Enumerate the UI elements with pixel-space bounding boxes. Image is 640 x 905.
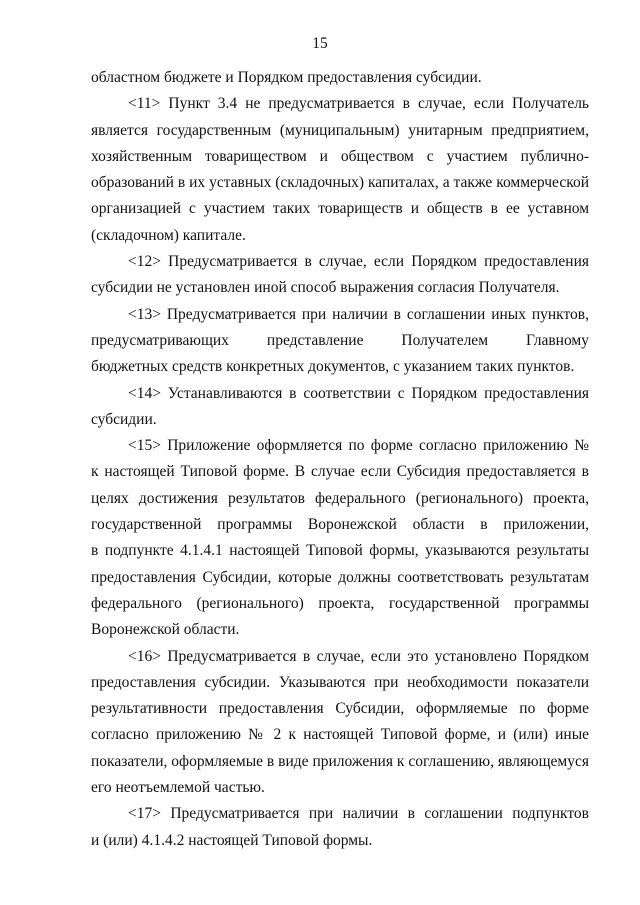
text-line: в подпункте 4.1.4.1 настоящей Типовой формы, указываются результаты: [91, 542, 589, 560]
text-line: согласно приложению № 2 к настоящей Типовой форме, и (или) иные: [91, 726, 589, 744]
text-line: государственной программы Воронежской области в приложении,: [91, 516, 589, 534]
page-number: 15: [312, 35, 328, 52]
text-line: и (или) 4.1.4.2 настоящей Типовой формы.: [91, 831, 373, 849]
text-line: образований в их уставных (складочных) капиталах, а также коммерческой: [91, 174, 589, 192]
text-line: является государственным (муниципальным) унитарным предприятием,: [91, 121, 589, 139]
document-body: [91, 65, 589, 854]
text-line: хозяйственным товариществом и обществом с участием публично-: [91, 147, 589, 165]
text-line: <17> Предусматривается при наличии в соглашении подпунктов: [128, 805, 589, 823]
text-line: предусматривающих представление Получателем Главному: [91, 331, 589, 349]
text-line: областном бюджете и Порядком предоставления субсидии.: [91, 69, 482, 86]
text-line: <14> Устанавливаются в соответствии с Порядком предоставления: [128, 384, 589, 402]
text-line: Воронежской области.: [91, 621, 240, 639]
text-line: <12> Предусматривается в случае, если Порядком предоставления: [128, 253, 589, 271]
text-line: целях достижения результатов федерального (регионального) проекта,: [91, 489, 589, 507]
text-line: его неотъемлемой частью.: [91, 779, 265, 797]
text-line: (складочном) капитале.: [91, 226, 246, 244]
text-line: субсидии.: [91, 410, 157, 428]
text-line: <11> Пункт 3.4 не предусматривается в случае, если Получатель: [128, 95, 589, 113]
text-line: <15> Приложение оформляется по форме согласно приложению №: [128, 437, 589, 455]
text-line: бюджетных средств конкретных документов, с указанием таких пунктов.: [91, 358, 575, 376]
text-line: предоставления субсидии. Указываются при необходимости показатели: [91, 673, 589, 691]
text-line: <13> Предусматривается при наличии в соглашении иных пунктов,: [128, 305, 589, 323]
text-line: предоставления Субсидии, которые должны соответствовать результатам: [91, 568, 589, 586]
text-line: организацией с участием таких товариществ и обществ в ее уставном: [91, 200, 589, 218]
text-line: субсидии не установлен иной способ выражения согласия Получателя.: [91, 279, 560, 297]
text-line: к настоящей Типовой форме. В случае если Субсидия предоставляется в: [91, 463, 589, 481]
text-line: результативности предоставления Субсидии, оформляемые по форме: [91, 700, 589, 718]
text-line: показатели, оформляемые в виде приложения к соглашению, являющемуся: [91, 752, 589, 770]
text-line: федерального (регионального) проекта, государственной программы: [91, 594, 589, 612]
text-line: <16> Предусматривается в случае, если это установлено Порядком: [128, 647, 589, 665]
